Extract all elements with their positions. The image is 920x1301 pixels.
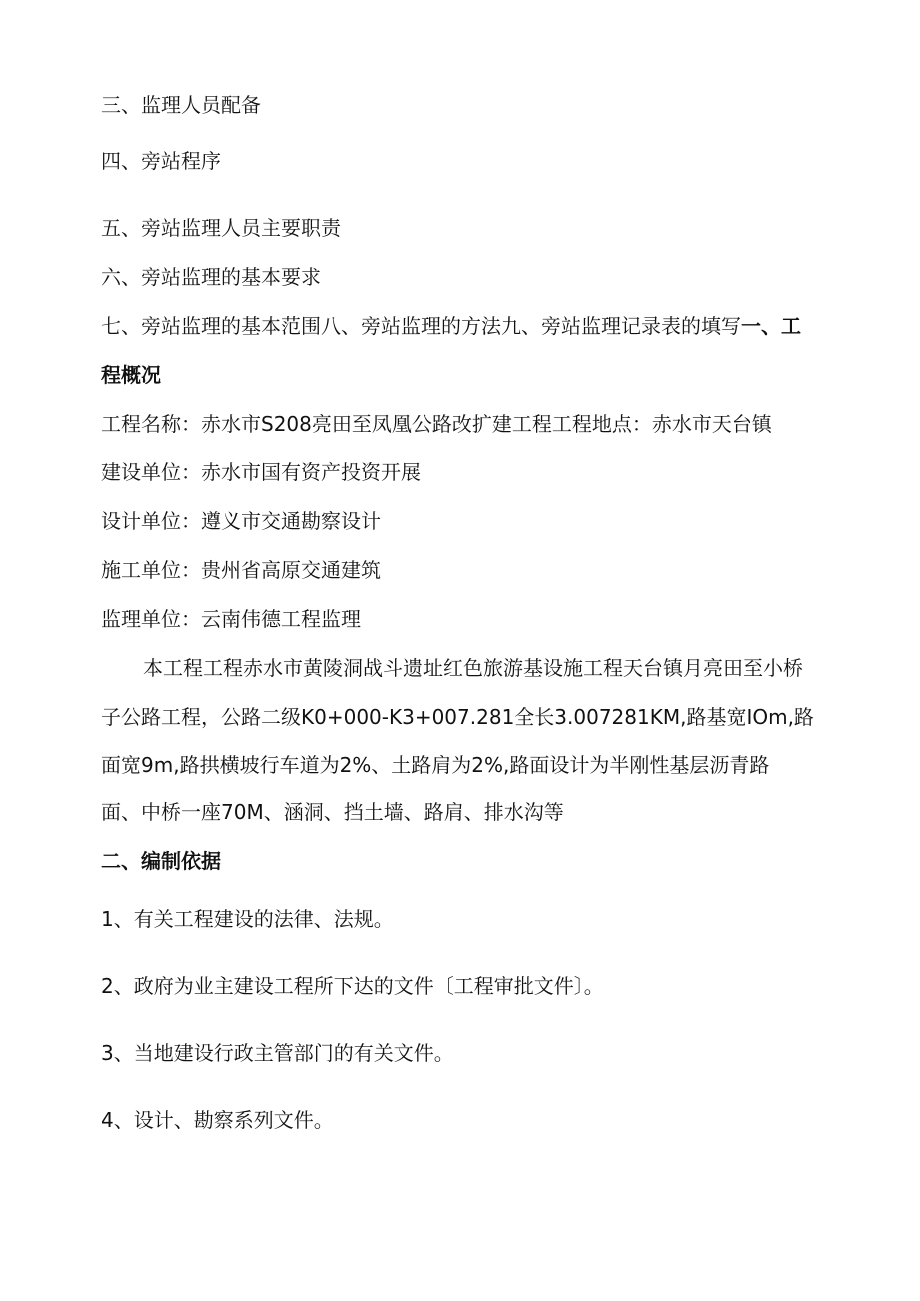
section1-heading-start: 一、工 xyxy=(741,314,801,338)
toc-item-5: 五、旁站监理人员主要职责 xyxy=(101,216,341,240)
supervision-unit: 监理单位：云南伟德工程监理 xyxy=(101,607,361,631)
builder-unit: 建设单位：赤水市国有资产投资开展 xyxy=(101,460,421,484)
basis-item-4: 4、设计、勘察系列文件。 xyxy=(101,1108,334,1132)
overview-line-2: 子公路工程，公路二级K0+000-K3+007.281全长3.007281KM,路基宽IOm,路 xyxy=(101,705,814,729)
basis-item-2: 2、政府为业主建设工程所下达的文件〔工程审批文件〕。 xyxy=(101,974,604,998)
overview-line-1: 本工程工程赤水市黄陵洞战斗遗址红色旅游基设施工程天台镇月亮田至小桥 xyxy=(143,656,803,680)
toc-item-3: 三、监理人员配备 xyxy=(101,93,261,117)
basis-item-1: 1、有关工程建设的法律、法规。 xyxy=(101,907,394,931)
toc-item-4: 四、旁站程序 xyxy=(101,149,221,173)
toc-item-6: 六、旁站监理的基本要求 xyxy=(101,265,321,289)
project-name: 工程名称：赤水市S208亮田至凤凰公路改扩建工程工程地点：赤水市天台镇 xyxy=(101,412,772,436)
toc-items-text: 七、旁站监理的基本范围八、旁站监理的方法九、旁站监理记录表的填写 xyxy=(101,314,741,338)
section2-heading: 二、编制依据 xyxy=(101,849,221,873)
toc-item-7-9 xyxy=(101,314,801,338)
section1-heading-end: 程概况 xyxy=(101,363,161,387)
overview-line-3: 面宽9m,路拱横坡行车道为2%、土路肩为2%,路面设计为半刚性基层沥青路 xyxy=(101,753,770,777)
basis-item-3: 3、当地建设行政主管部门的有关文件。 xyxy=(101,1041,454,1065)
overview-line-4: 面、中桥一座70M、涵洞、挡土墙、路肩、排水沟等 xyxy=(101,800,564,824)
construction-unit: 施工单位：贵州省高原交通建筑 xyxy=(101,558,381,582)
design-unit: 设计单位：遵义市交通勘察设计 xyxy=(101,509,381,533)
